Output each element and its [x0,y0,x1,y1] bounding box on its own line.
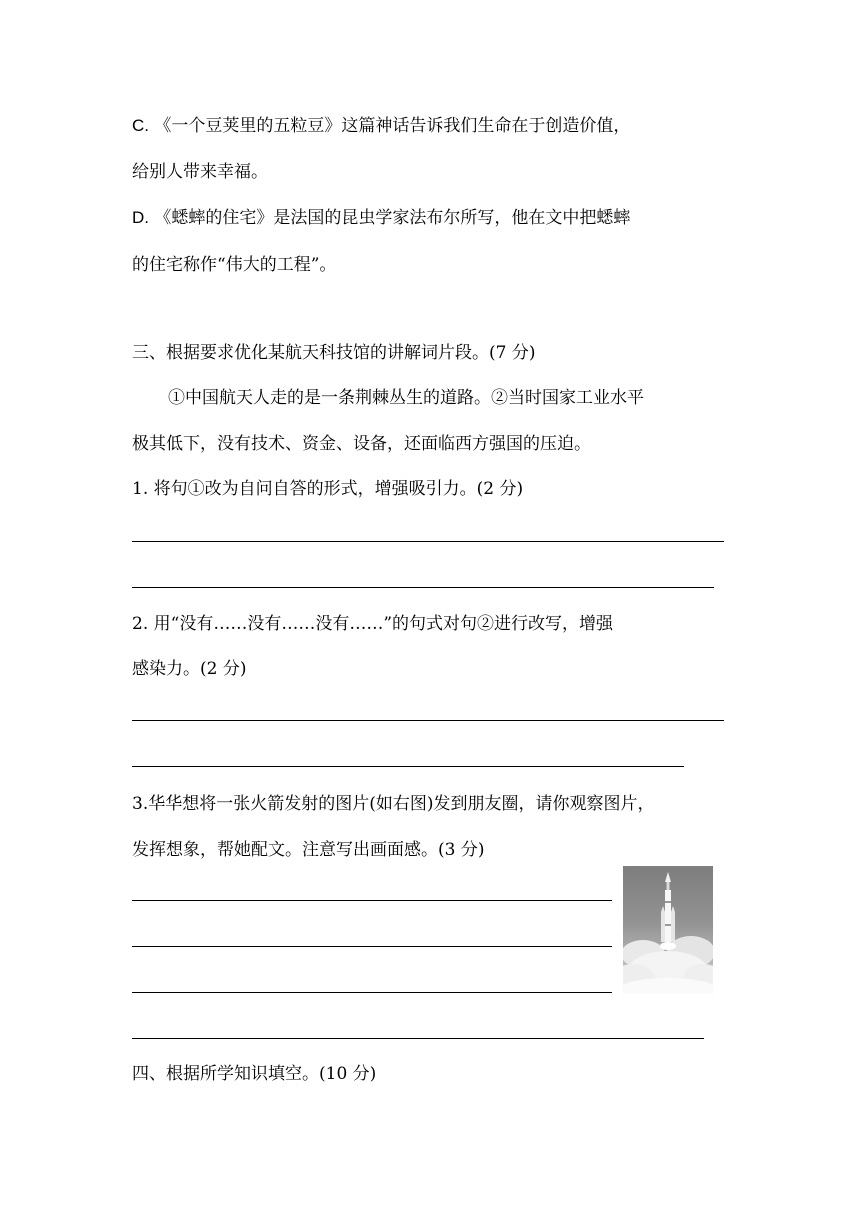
rocket-launch-image [623,866,713,994]
question-3-line-2: 发挥想象，帮她配文。注意写出画面感。(3 分) [132,840,485,860]
question-2-line-2: 感染力。(2 分) [132,659,247,679]
question-3-line-1: 3.华华想将一张火箭发射的图片(如右图)发到朋友圈，请你观察图片， [132,794,655,814]
option-c-text: 《一个豆荚里的五粒豆》这篇神话告诉我们生命在于创造价值， [154,116,631,136]
option-c-marker: C. [132,116,149,135]
option-d-line-1 [132,206,630,230]
answer-line[interactable] [132,946,612,947]
option-d-text: 《蟋蟀的住宅》是法国的昆虫学家法布尔所写，他在文中把蟋蟀 [154,208,631,228]
answer-line[interactable] [132,900,612,901]
answer-line[interactable] [132,1038,704,1039]
section-3-heading: 三、根据要求优化某航天科技馆的讲解词片段。(7 分) [132,343,536,363]
option-c-line-2: 给别人带来幸福。 [132,162,268,182]
passage-line-2: 极其低下，没有技术、资金、设备，还面临西方强国的压迫。 [132,434,591,454]
answer-line[interactable] [132,992,612,993]
answer-line[interactable] [132,587,714,588]
passage-line-1: ①中国航天人走的是一条荆棘丛生的道路。②当时国家工业水平 [168,388,644,408]
question-1: 1. 将句①改为自问自答的形式，增强吸引力。(2 分) [132,479,524,499]
option-d-line-2: 的住宅称作“伟大的工程”。 [132,255,337,275]
section-4-heading: 四、根据所学知识填空。(10 分) [132,1064,377,1084]
answer-line[interactable] [132,720,724,721]
rocket-icon [623,866,713,994]
answer-line[interactable] [132,766,684,767]
option-d-marker: D. [132,208,149,227]
option-c-line-1 [132,114,630,138]
question-2-line-1: 2. 用“没有……没有……没有……”的句式对句②进行改写，增强 [132,614,614,634]
answer-line[interactable] [132,541,724,542]
